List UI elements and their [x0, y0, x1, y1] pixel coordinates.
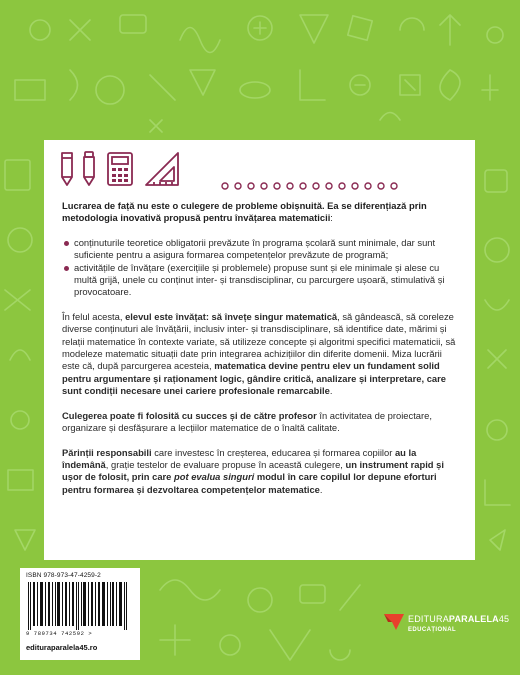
- pen-icon: [82, 151, 96, 187]
- publisher-name-number: 45: [498, 614, 510, 624]
- description-text: [62, 200, 460, 508]
- p2-bold-2: matematica devine pentru elev un fundament solid pentru argumentare și raționament logic, gândire critică, analizare și interpretare, care sunt condiții necesare unei cariere profesionale remarcabile: [62, 360, 446, 397]
- bullet-dot-icon: [64, 241, 69, 246]
- p3-text-1: în activitatea de proiectare, organizare și desfășurare a lecțiilor matematice de o înaltă calitate.: [62, 409, 432, 434]
- p4-text-1: care investesc în creșterea, educarea și formarea copiilor: [151, 446, 395, 458]
- p2-text-2: , să gândească, să coreleze diverse conținuturi ale învățării, inclusiv inter- și transdisciplinare, să identifice date, mărimi și relații matematice în contexte variate, să utilizeze concepte și algoritmi specifici matematicii, să modeleze matematic situații date prin integrarea achizițiilor din diferite domenii. Miza lucrării este că, după parcurgerea acesteia,: [62, 310, 456, 372]
- p4-bold-3: un instrument rapid și ușor de folosit, prin care: [62, 458, 444, 483]
- website-link[interactable]: editurаparalela45.ro: [26, 643, 98, 652]
- barcode-box: [20, 568, 140, 660]
- decorative-dots: [220, 181, 400, 191]
- publisher-logo-icon: [384, 612, 404, 632]
- publisher-name-regular: EDITURA: [408, 614, 449, 624]
- p2-text-1: În felul acesta,: [62, 310, 126, 322]
- icons-row: [60, 151, 460, 191]
- publisher-name-bold: PARALELA: [448, 614, 499, 624]
- p4-bold-italic: pot evalua singuri: [174, 471, 255, 483]
- isbn-text: ISBN 978-973-47-4259-2: [26, 572, 101, 579]
- publisher-logo: [384, 610, 510, 650]
- p4-bold-2: au la îndemână: [62, 446, 417, 470]
- barcode-icon: [26, 582, 134, 630]
- intro-paragraph: [62, 200, 460, 225]
- intro-bold: Lucrarea de față nu este o culegere de probleme obișnuită. Ea se diferențiază prin metodologia inovativă propusă pentru învățarea matematicii: [62, 200, 427, 224]
- paragraph-parents: [62, 447, 460, 497]
- bullet-list: [62, 237, 460, 299]
- paragraph-method: [62, 311, 460, 398]
- pencil-icon: [60, 151, 74, 187]
- p4-text-3: .: [319, 483, 323, 495]
- p4-text-2: , grație testelor de evaluare propuse în această culegere,: [105, 458, 346, 470]
- p2-bold-1: elevul este învățat: să învețe singur matematică: [125, 310, 338, 322]
- publisher-name: [408, 614, 509, 624]
- paragraph-teacher: [62, 410, 460, 435]
- p4-bold-4: modul în care copilul lor depune eforturi pentru formarea și dezvoltarea competențelor matematice: [62, 471, 437, 495]
- list-item: [62, 237, 460, 262]
- content-panel: [44, 140, 475, 560]
- bullet-text: activitățile de învățare (exercițiile și problemele) propuse sunt și ele minimale și alese cu multă grijă, unele cu conținut inter- și transdisciplinar, cu parcurgere ușoară, stimulativă și provocatoare.: [74, 261, 445, 298]
- intro-colon: :: [330, 212, 333, 224]
- calculator-icon: [106, 151, 134, 187]
- p2-text-3: .: [329, 385, 333, 397]
- bullet-text: conținuturile teoretice obligatorii prevăzute în programa școlară sunt minimale, dar sunt suficiente pentru a asigura formarea competențelor prevăzute de programă;: [74, 236, 436, 261]
- set-square-icon: [144, 151, 180, 187]
- p4-bold-1: Părinții responsabili: [62, 446, 152, 458]
- list-item: [62, 262, 460, 299]
- p3-bold-1: Culegerea poate fi folosită cu succes și de către profesor: [62, 409, 317, 421]
- bullet-dot-icon: [64, 266, 69, 271]
- barcode-digits: 9 789734 742592 >: [26, 630, 93, 637]
- publisher-imprint: EDUCAȚIONAL: [408, 627, 457, 633]
